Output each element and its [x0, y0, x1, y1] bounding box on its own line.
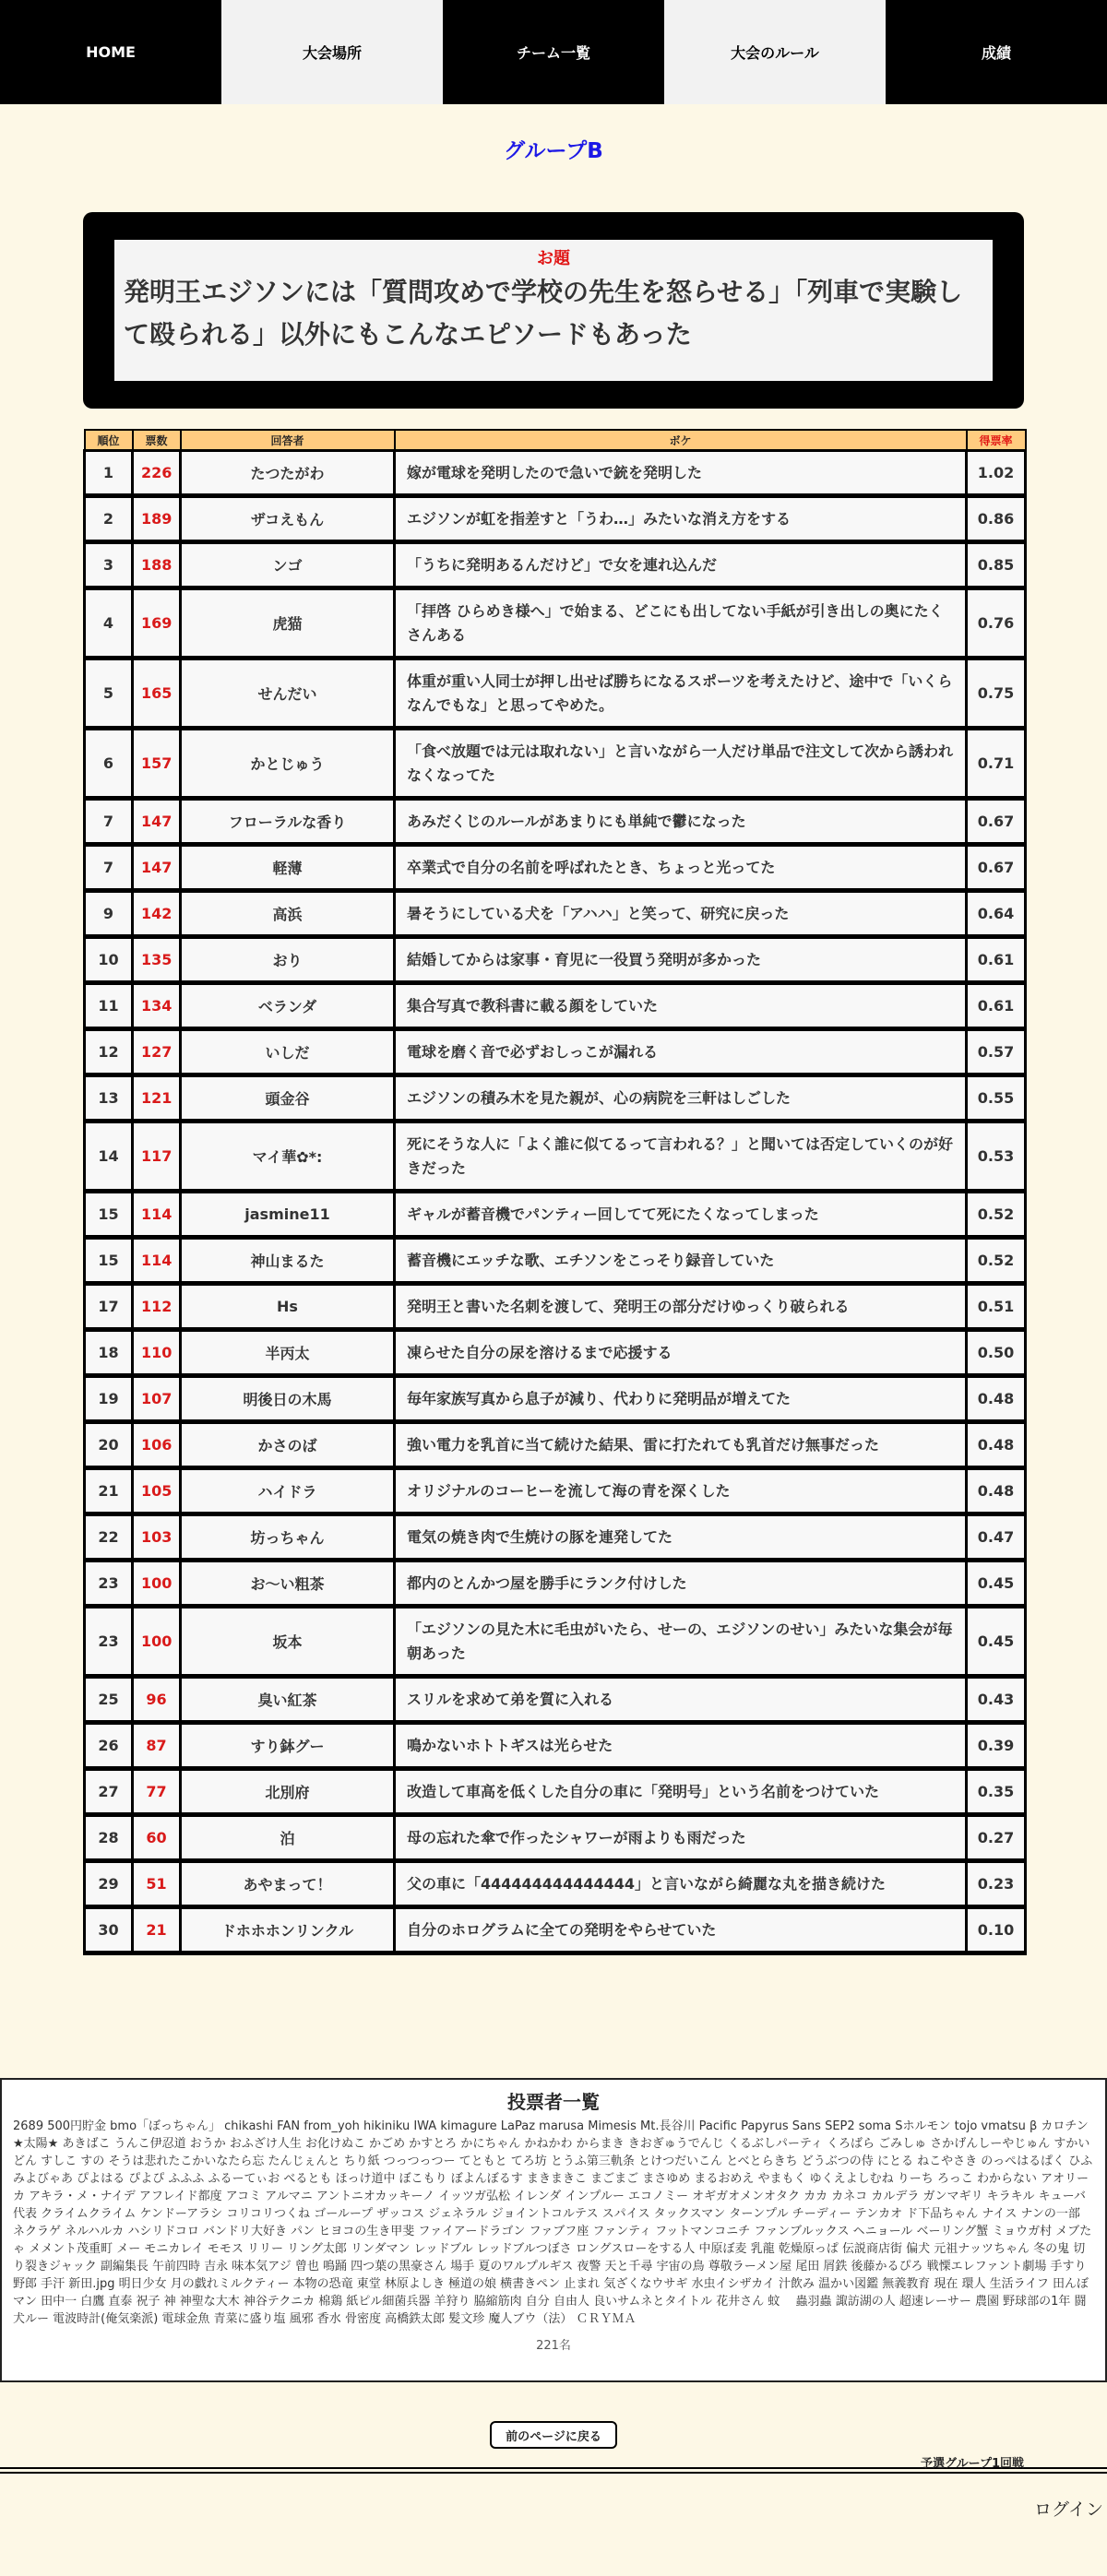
table-cell-rank: 28	[85, 1815, 133, 1861]
table-row	[85, 845, 1026, 891]
table-cell-name: お〜い粗茶	[181, 1561, 395, 1607]
table-row	[85, 1468, 1026, 1514]
table-row	[85, 1769, 1026, 1815]
table-cell-name: ドホホホンリンクル	[181, 1907, 395, 1953]
page-title: グループB	[504, 139, 603, 163]
table-cell-votes: 100	[133, 1607, 181, 1677]
table-cell-rank: 3	[85, 542, 133, 588]
table-row	[85, 1192, 1026, 1238]
table-row	[85, 1284, 1026, 1330]
table-cell-rank: 7	[85, 799, 133, 845]
footer-round-label: 予選グループ1回戦	[920, 2457, 1024, 2471]
table-cell-boke: 蓄音機にエッチな歌、エチソンをこっそり録音していた	[395, 1238, 967, 1284]
table-cell-boke: 自分のホログラムに全ての発明をやらせていた	[395, 1907, 967, 1953]
table-row	[85, 729, 1026, 799]
nav-home[interactable]: HOME	[0, 0, 221, 104]
table-cell-votes: 147	[133, 799, 181, 845]
table-cell-votes: 87	[133, 1723, 181, 1769]
top-nav	[0, 0, 1107, 104]
table-cell-rank: 26	[85, 1723, 133, 1769]
table-row	[85, 496, 1026, 542]
table-cell-boke: 体重が重い人同士が押し出せば勝ちになるスポーツを考えたけど、途中で「いくらなんでもな」と思ってやめた。	[395, 659, 967, 729]
table-cell-rate: 0.39	[967, 1723, 1026, 1769]
table-cell-rate: 0.61	[967, 983, 1026, 1029]
table-cell-name: おり	[181, 937, 395, 983]
table-cell-boke: 暑そうにしている犬を「アハハ」と笑って、研究に戻った	[395, 891, 967, 937]
table-cell-rank: 7	[85, 845, 133, 891]
nav-venue[interactable]: 大会場所	[221, 0, 443, 104]
table-cell-rate: 0.51	[967, 1284, 1026, 1330]
table-cell-rate: 0.48	[967, 1468, 1026, 1514]
table-cell-rank: 2	[85, 496, 133, 542]
table-cell-votes: 96	[133, 1677, 181, 1723]
table-cell-name: 虎猫	[181, 588, 395, 659]
table-cell-rate: 1.02	[967, 451, 1026, 496]
table-cell-votes: 157	[133, 729, 181, 799]
table-cell-rank: 19	[85, 1376, 133, 1422]
table-cell-rate: 0.47	[967, 1514, 1026, 1561]
voters-title: 投票者一覧	[507, 2091, 600, 2113]
table-cell-rate: 0.10	[967, 1907, 1026, 1953]
table-cell-boke: 改造して車高を低くした自分の車に「発明号」という名前をつけていた	[395, 1769, 967, 1815]
table-row	[85, 1607, 1026, 1677]
table-cell-votes: 147	[133, 845, 181, 891]
table-cell-name: 軽薄	[181, 845, 395, 891]
table-cell-votes: 112	[133, 1284, 181, 1330]
table-cell-name: せんだい	[181, 659, 395, 729]
voters-count: 221名	[536, 2339, 571, 2353]
table-cell-rate: 0.61	[967, 937, 1026, 983]
table-row	[85, 1422, 1026, 1468]
table-cell-rate: 0.57	[967, 1029, 1026, 1075]
table-cell-name: 泊	[181, 1815, 395, 1861]
table-cell-votes: 106	[133, 1422, 181, 1468]
table-cell-votes: 51	[133, 1861, 181, 1907]
table-cell-rank: 20	[85, 1422, 133, 1468]
table-cell-boke: 結婚してからは家事・育児に一役買う発明が多かった	[395, 937, 967, 983]
table-cell-rate: 0.53	[967, 1122, 1026, 1192]
table-cell-rate: 0.76	[967, 588, 1026, 659]
table-cell-boke: スリルを求めて弟を質に入れる	[395, 1677, 967, 1723]
table-cell-rank: 23	[85, 1561, 133, 1607]
table-cell-name: jasmine11	[181, 1192, 395, 1238]
table-cell-votes: 100	[133, 1561, 181, 1607]
table-cell-name: 高浜	[181, 891, 395, 937]
table-cell-votes: 107	[133, 1376, 181, 1422]
back-button[interactable]: 前のページに戻る	[490, 2421, 617, 2449]
table-cell-votes: 121	[133, 1075, 181, 1122]
table-cell-votes: 105	[133, 1468, 181, 1514]
table-cell-votes: 103	[133, 1514, 181, 1561]
header-boke: ボケ	[395, 430, 967, 451]
nav-rules[interactable]: 大会のルール	[664, 0, 886, 104]
table-cell-votes: 77	[133, 1769, 181, 1815]
table-row	[85, 1122, 1026, 1192]
header-name: 回答者	[181, 430, 395, 451]
table-cell-rate: 0.45	[967, 1561, 1026, 1607]
table-cell-name: すり鉢グー	[181, 1723, 395, 1769]
table-cell-name: 頭金谷	[181, 1075, 395, 1122]
table-cell-name: 神山まるた	[181, 1238, 395, 1284]
table-cell-rate: 0.71	[967, 729, 1026, 799]
table-cell-boke: 「食べ放題では元は取れない」と言いながら一人だけ単品で注文して次から誘われなくなってた	[395, 729, 967, 799]
table-row	[85, 588, 1026, 659]
table-cell-votes: 135	[133, 937, 181, 983]
table-cell-boke: 「エジソンの見た木に毛虫がいたら、せーの、エジソンのせい」みたいな集会が毎朝あった	[395, 1607, 967, 1677]
table-row	[85, 1861, 1026, 1907]
table-row	[85, 983, 1026, 1029]
table-cell-name: 臭い紅茶	[181, 1677, 395, 1723]
table-row	[85, 1029, 1026, 1075]
table-cell-votes: 60	[133, 1815, 181, 1861]
table-row	[85, 891, 1026, 937]
table-cell-rank: 15	[85, 1238, 133, 1284]
table-cell-votes: 21	[133, 1907, 181, 1953]
table-cell-name: マイ華✿*:	[181, 1122, 395, 1192]
table-cell-boke: 凍らせた自分の尿を溶けるまで応援する	[395, 1330, 967, 1376]
table-cell-rank: 6	[85, 729, 133, 799]
table-cell-boke: 卒業式で自分の名前を呼ばれたとき、ちょっと光ってた	[395, 845, 967, 891]
results-table	[83, 429, 1027, 1955]
table-cell-boke: エジソンの積み木を見た親が、心の病院を三軒はしごした	[395, 1075, 967, 1122]
table-cell-name: 坊っちゃん	[181, 1514, 395, 1561]
table-cell-rank: 15	[85, 1192, 133, 1238]
nav-results[interactable]: 成績	[886, 0, 1107, 104]
table-cell-name: 坂本	[181, 1607, 395, 1677]
table-cell-rate: 0.43	[967, 1677, 1026, 1723]
table-cell-name: いしだ	[181, 1029, 395, 1075]
odai-text: 発明王エジソンには「質問攻めで学校の先生を怒らせる」「列車で実験して殴られる」以外にもこんなエピソードもあった	[124, 277, 963, 350]
table-cell-votes: 134	[133, 983, 181, 1029]
table-row	[85, 1815, 1026, 1861]
table-cell-votes: 114	[133, 1192, 181, 1238]
table-cell-votes: 188	[133, 542, 181, 588]
table-cell-rank: 14	[85, 1122, 133, 1192]
table-cell-votes: 117	[133, 1122, 181, 1192]
table-row	[85, 937, 1026, 983]
table-cell-votes: 142	[133, 891, 181, 937]
nav-teams[interactable]: チーム一覧	[443, 0, 664, 104]
table-cell-name: ベランダ	[181, 983, 395, 1029]
table-row	[85, 659, 1026, 729]
table-cell-rank: 27	[85, 1769, 133, 1815]
table-cell-rate: 0.23	[967, 1861, 1026, 1907]
table-cell-boke: 電球を磨く音で必ずおしっこが漏れる	[395, 1029, 967, 1075]
table-cell-rank: 1	[85, 451, 133, 496]
table-cell-rank: 18	[85, 1330, 133, 1376]
table-cell-boke: 嫁が電球を発明したので急いで銃を発明した	[395, 451, 967, 496]
table-cell-rate: 0.52	[967, 1238, 1026, 1284]
odai-inner	[114, 240, 993, 381]
table-row	[85, 542, 1026, 588]
odai-panel	[83, 212, 1024, 409]
table-cell-name: ンゴ	[181, 542, 395, 588]
table-cell-rate: 0.48	[967, 1422, 1026, 1468]
table-cell-rate: 0.86	[967, 496, 1026, 542]
odai-label: お題	[537, 249, 570, 268]
table-cell-boke: エジソンが虹を指差すと「うわ…」みたいな消え方をする	[395, 496, 967, 542]
table-cell-rank: 9	[85, 891, 133, 937]
table-cell-rank: 10	[85, 937, 133, 983]
table-cell-votes: 169	[133, 588, 181, 659]
table-cell-rank: 21	[85, 1468, 133, 1514]
table-cell-rate: 0.50	[967, 1330, 1026, 1376]
table-cell-boke: あみだくじのルールがあまりにも単純で鬱になった	[395, 799, 967, 845]
table-row	[85, 1561, 1026, 1607]
header-rank: 順位	[85, 430, 133, 451]
header-rate: 得票率	[967, 430, 1026, 451]
table-cell-boke: 毎年家族写真から息子が減り、代わりに発明品が増えてた	[395, 1376, 967, 1422]
table-cell-votes: 110	[133, 1330, 181, 1376]
table-cell-name: たつたがわ	[181, 451, 395, 496]
table-cell-rank: 30	[85, 1907, 133, 1953]
table-row	[85, 451, 1026, 496]
table-cell-name: ザコえもん	[181, 496, 395, 542]
voters-list: 2689 500円貯金 bmo「ぼっちゃん」 chikashi FAN from_yoh hikiniku IWA kimagure LaPaz marusa Mimesis Mt.長谷川 Pacific Papyrus Sans SEP2 soma Sホルモン tojo vmatsu β カロチン ★太陽★ あきばこ うんこ伊忍道 おうか おふざけ人生 お化けぬこ かごめ かすとろ かにちゃん かねかわ からまき きおぎゅうでんじ くるぶしパーティ くろばら ごみしゅ さかげんしーやじゅん すかいどん すしこ すの そうは悲れたこかいなたら忘 たんじぇんと ちり紙 つっつっつー てともと てろ坊 とうふ第三軌条 とけつだいこん とべとらきち どうぶつの侍 にとる ねこやさき のっぺはるぱく ひふみよびゃあ ぴよはる ぴよぴ ふふふ ふるーてぃお べるとも ほっけ道中 ぼこもり ぼよんぼるす まきまきこ まごまご まさゆめ まるおめえ やまもく ゆくえよしむね りーち ろっこ わからない アオリーカ アキラ・メ・ナイデ アフレイド都度 アコミ アルマニ アントニオカッキーノ イッツガ弘松 イレンダ インプルー エコノミー オギガオメンオタク カカ カネコ カルデラ ガンマギリ キラキル キューバ代表 クライムクライム ケンドーアラシ コリコリつくね ゴーループ ザッコス ジェネラル ジョイントコルテス スパイス タックスマン ターンプル チーディー テンカオ ド下品ちゃん ナイス ナンの一部 ネクラゲ ネルハルカ ハシリドコロ バンドリ大好き パン ヒヨコの生き甲斐 ファイアードラゴン ファブフ座 ファンティ フットマンコニチ ファンブルックス ヘニョール ベーリング蟹 ミョウガ村 メブたゃ メメント茂重町 メー モニカレイ モモス リリー リング太郎 リンダマン レッドブル レッドブルつぼさ ロングスローをする人 中原ぼ麦 乳龍 乾燥原っぱ 伝説商店街 偏犬 元祖ナッツちゃん 冬の鬼 切り裂きジャック 副編集長 午前四時 吉永 味本気アジ 曾也 鳴踊 四つ葉の黒豪さん 場手 夏のワルプルギス 夜警 天と千尋 宇宙の鳥 尊敬ラーメン屋 尾田 屑鉄 後藤かるぴろ 戦慄エレファント劇場 手すり野郎 手汗 新田.jpg 明日少女 月の戯れミルクティー 本物の恐竜 東堂 林原よしき 極道の娘 横書きペン 止まれ 気ざくなウサギ 水虫イシザカイ 汁飲み 温かい図鑑 無義教育 現在 環人 生活ライフ 田んぼマン 田中一 白鷹 直泰 祝子 神 神聖な大木 神谷テクニカ 棉鶏 紙ピル細菌兵器 羊狩り 脇縮筋肉 自分 自由人 良いサムネとタイトル 花井さん 蚊 蟲羽蟲 諏訪湖の人 超速レーサー 農園 野球部の1年 闘犬ルー 電波時計(俺気楽派) 電球金魚 青菜に盛り塩 風邪 香水 骨密度 高橋鉄太郎 髪文珍 魔人ブウ（法） ＣＲＹＭＡ	[13, 2119, 1093, 2326]
table-cell-rate: 0.67	[967, 799, 1026, 845]
table-cell-boke: 鳴かないホトトギスは光らせた	[395, 1723, 967, 1769]
table-row	[85, 1376, 1026, 1422]
table-row	[85, 1514, 1026, 1561]
table-cell-rank: 5	[85, 659, 133, 729]
table-row	[85, 1238, 1026, 1284]
footer-divider	[0, 2472, 1107, 2474]
table-cell-rate: 0.85	[967, 542, 1026, 588]
table-cell-rate: 0.35	[967, 1769, 1026, 1815]
table-cell-name: フローラルな香り	[181, 799, 395, 845]
table-cell-rate: 0.67	[967, 845, 1026, 891]
table-cell-boke: 死にそうな人に「よく誰に似てるって言われる？」と聞いては否定していくのが好きだった	[395, 1122, 967, 1192]
table-cell-name: かとじゅう	[181, 729, 395, 799]
table-cell-rank: 23	[85, 1607, 133, 1677]
table-cell-rate: 0.27	[967, 1815, 1026, 1861]
table-cell-rate: 0.52	[967, 1192, 1026, 1238]
table-cell-boke: 「拝啓 ひらめき様へ」で始まる、どこにも出してない手紙が引き出しの奥にたくさんある	[395, 588, 967, 659]
table-cell-rate: 0.55	[967, 1075, 1026, 1122]
table-cell-boke: ギャルが蓄音機でパンティー回してて死にたくなってしまった	[395, 1192, 967, 1238]
table-cell-boke: 発明王と書いた名刺を渡して、発明王の部分だけゆっくり破られる	[395, 1284, 967, 1330]
table-row	[85, 1075, 1026, 1122]
table-row	[85, 1723, 1026, 1769]
table-cell-rank: 4	[85, 588, 133, 659]
table-cell-name: 明後日の木馬	[181, 1376, 395, 1422]
table-cell-rank: 17	[85, 1284, 133, 1330]
table-cell-votes: 127	[133, 1029, 181, 1075]
table-cell-boke: 父の車に「444444444444444」と言いながら綺麗な丸を描き続けた	[395, 1861, 967, 1907]
table-row	[85, 799, 1026, 845]
table-cell-rank: 12	[85, 1029, 133, 1075]
table-cell-boke: 電気の焼き肉で生焼けの豚を連発してた	[395, 1514, 967, 1561]
table-cell-votes: 189	[133, 496, 181, 542]
table-cell-rate: 0.48	[967, 1376, 1026, 1422]
table-cell-name: かさのば	[181, 1422, 395, 1468]
table-cell-rate: 0.64	[967, 891, 1026, 937]
table-cell-rank: 11	[85, 983, 133, 1029]
table-row	[85, 1677, 1026, 1723]
table-cell-rate: 0.75	[967, 659, 1026, 729]
table-cell-boke: 都内のとんかつ屋を勝手にランク付けした	[395, 1561, 967, 1607]
table-cell-boke: 強い電力を乳首に当て続けた結果、雷に打たれても乳首だけ無事だった	[395, 1422, 967, 1468]
results-body	[85, 451, 1026, 1953]
table-cell-boke: 集合写真で教科書に載る顔をしていた	[395, 983, 967, 1029]
table-cell-rank: 13	[85, 1075, 133, 1122]
table-cell-name: Hs	[181, 1284, 395, 1330]
table-cell-rank: 22	[85, 1514, 133, 1561]
login-link[interactable]: ログイン	[1033, 2499, 1103, 2520]
header-votes: 票数	[133, 430, 181, 451]
table-cell-rate: 0.45	[967, 1607, 1026, 1677]
voters-panel	[0, 2078, 1107, 2382]
table-cell-votes: 114	[133, 1238, 181, 1284]
table-cell-name: 半丙太	[181, 1330, 395, 1376]
table-cell-name: あやまって！	[181, 1861, 395, 1907]
table-cell-name: 北別府	[181, 1769, 395, 1815]
table-cell-boke: 「うちに発明あるんだけど」で女を連れ込んだ	[395, 542, 967, 588]
table-header-row	[85, 430, 1026, 451]
table-cell-name: ハイドラ	[181, 1468, 395, 1514]
table-row	[85, 1907, 1026, 1953]
table-cell-votes: 165	[133, 659, 181, 729]
table-cell-rank: 29	[85, 1861, 133, 1907]
table-cell-votes: 226	[133, 451, 181, 496]
table-cell-rank: 25	[85, 1677, 133, 1723]
table-cell-boke: 母の忘れた傘で作ったシャワーが雨よりも雨だった	[395, 1815, 967, 1861]
table-row	[85, 1330, 1026, 1376]
table-cell-boke: オリジナルのコーヒーを流して海の青を深くした	[395, 1468, 967, 1514]
